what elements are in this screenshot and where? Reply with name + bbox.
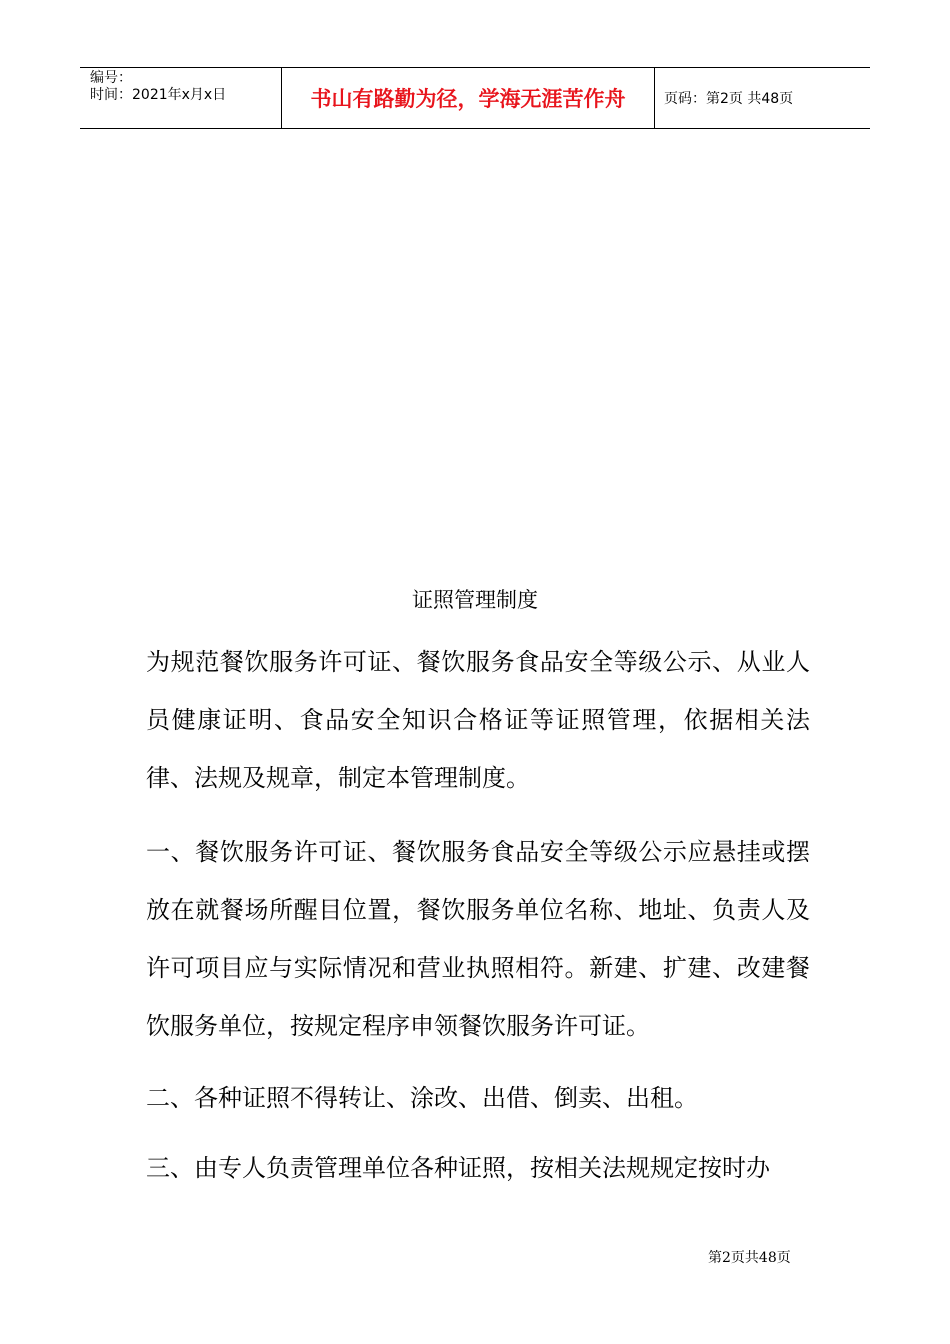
paragraph-item-2: 二、各种证照不得转让、涂改、出借、倒卖、出租。 [146,1084,698,1112]
header-page-info: 页码：第2页 共48页 [664,91,794,107]
page-header [80,67,870,129]
paragraph-item-3: 三、由专人负责管理单位各种证照，按相关法规规定按时办 [146,1154,770,1182]
header-meta [80,68,282,128]
header-motto: 书山有路勤为径，学海无涯苦作舟 [282,68,655,128]
page-footer: 第2页共48页 [708,1250,791,1266]
paragraph-item-1: 一、餐饮服务许可证、餐饮服务食品安全等级公示应悬挂或摆放在就餐场所醒目位置，餐饮服务单位名称、地址、负责人及许可项目应与实际情况和营业执照相符。新建、扩建、改建餐饮服务单位，按规定程序申领餐饮服务许可证。 [146,838,810,1040]
paragraph-intro: 为规范餐饮服务许可证、餐饮服务食品安全等级公示、从业人员健康证明、食品安全知识合格证等证照管理，依据相关法律、法规及规章，制定本管理制度。 [146,648,810,792]
document-title: 证照管理制度 [412,588,538,612]
time-label: 时间：2021年x月x日 [90,87,227,103]
number-label: 编号： [90,70,132,86]
